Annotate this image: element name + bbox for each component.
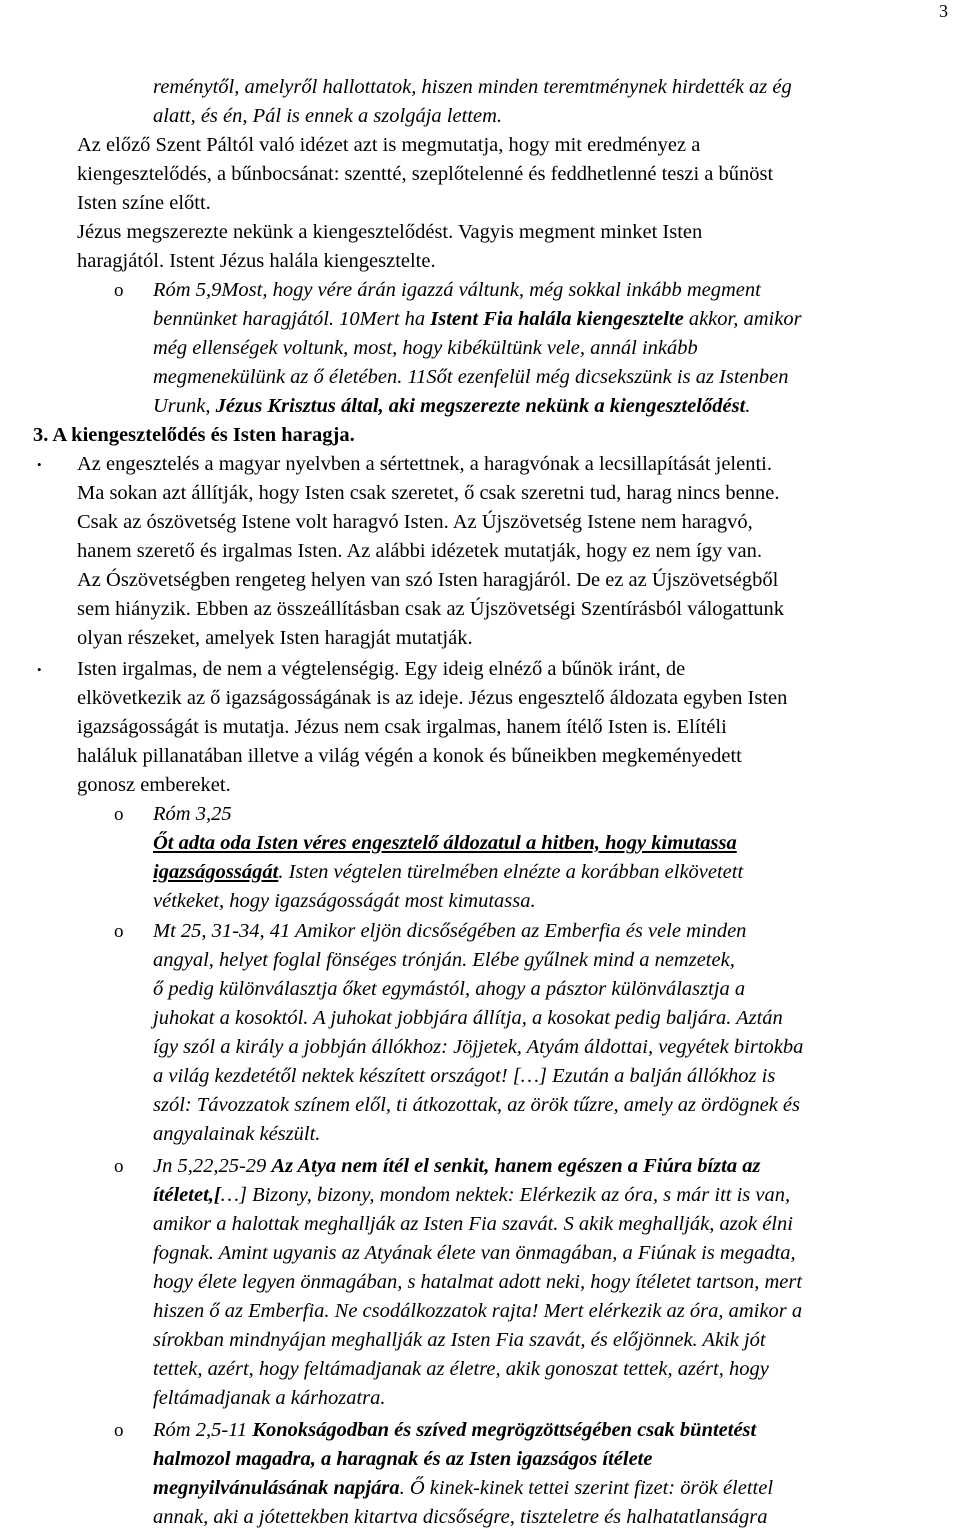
text-segment: hiszen ő az Emberfia. Ne csodálkozzatok rajta! Mert elérkezik az óra, amikor a bbox=[153, 1300, 803, 1322]
text-segment: Róm 2,5-11 bbox=[153, 1419, 253, 1441]
text-segment: sírokban mindnyájan meghallják az Isten Fia szavát, és előjönnek. Akik jót bbox=[153, 1329, 766, 1351]
text-line bbox=[0, 829, 960, 858]
text-line bbox=[0, 800, 960, 829]
text-line bbox=[0, 537, 960, 566]
text-segment: haragjától. Istent Jézus halála kiengesztelte. bbox=[77, 250, 436, 272]
sub-bullet-marker: o bbox=[114, 804, 124, 825]
text-segment: Őt adta oda Isten véres engesztelő áldozatul a hitben, hogy kimutassa bbox=[153, 832, 737, 854]
bullet-marker: • bbox=[37, 662, 42, 677]
text-line bbox=[0, 73, 960, 102]
text-segment: tettek, azért, hogy feltámadjanak az életre, akik gonoszat tettek, azért, hogy bbox=[153, 1358, 769, 1380]
text-segment: megmenekülünk az ő életében. 11Sőt ezenfelül még dicsekszünk is az Istenben bbox=[153, 366, 789, 388]
text-line bbox=[0, 946, 960, 975]
text-line bbox=[0, 1181, 960, 1210]
text-line bbox=[0, 1445, 960, 1474]
sub-bullet-marker: o bbox=[114, 1156, 124, 1177]
text-line bbox=[0, 189, 960, 218]
text-segment: akkor, amikor bbox=[683, 308, 802, 330]
text-segment: Az Ószövetségben rengeteg helyen van szó Isten haragjáról. De ez az Újszövetségből bbox=[77, 569, 779, 591]
text-segment: Jn 5,22,25-29 bbox=[153, 1155, 272, 1177]
text-line bbox=[0, 655, 960, 684]
text-segment: Róm 3,25 bbox=[153, 803, 232, 825]
text-line bbox=[0, 1033, 960, 1062]
text-segment: a világ kezdetétől nektek készített országot! […] Ezután a balján állókhoz is bbox=[153, 1065, 776, 1087]
text-line bbox=[0, 742, 960, 771]
text-segment: Isten színe előtt. bbox=[77, 192, 211, 214]
text-segment: Istent Fia halála kiengesztelte bbox=[430, 308, 684, 330]
text-segment: angyal, helyet foglal fönséges trónján. Elébe gyűlnek mind a nemzetek, bbox=[153, 949, 735, 971]
text-line bbox=[0, 1062, 960, 1091]
text-segment: amikor a halottak meghallják az Isten Fia szavát. S akik meghallják, azok élni bbox=[153, 1213, 793, 1235]
text-segment: feltámadjanak a kárhozatra. bbox=[153, 1387, 386, 1409]
text-segment: igazságosságát is mutatja. Jézus nem csak irgalmas, hanem ítélő Isten is. Elítéli bbox=[77, 716, 727, 738]
page-number: 3 bbox=[939, 1, 948, 21]
text-segment: ítéletet,[ bbox=[153, 1184, 221, 1206]
text-segment: vétkeket, hogy igazságosságát most kimutassa. bbox=[153, 890, 536, 912]
text-segment: Isten irgalmas, de nem a végtelenségig. Egy ideig elnéző a bűnök iránt, de bbox=[77, 658, 686, 680]
text-line bbox=[0, 1210, 960, 1239]
text-segment: Jézus Krisztus által, aki megszerezte nekünk a kiengesztelődést bbox=[215, 395, 746, 417]
text-segment: megnyilvánulásának napjára bbox=[153, 1477, 400, 1499]
text-line bbox=[0, 131, 960, 160]
text-segment: Konokságodban és szíved megrögzöttségében csak büntetést bbox=[252, 1419, 757, 1441]
text-line bbox=[0, 566, 960, 595]
text-segment: haláluk pillanatában illetve a világ végén a konok és bűneikben megkeményedett bbox=[77, 745, 742, 767]
text-segment: hanem szerető és irgalmas Isten. Az alábbi idézetek mutatják, hogy ez nem így van. bbox=[77, 540, 762, 562]
text-line bbox=[0, 160, 960, 189]
text-line bbox=[0, 1239, 960, 1268]
text-line bbox=[0, 1004, 960, 1033]
sub-bullet-marker: o bbox=[114, 280, 124, 301]
text-segment: Az előző Szent Páltól való idézet azt is megmutatja, hogy mit eredményez a bbox=[77, 134, 701, 156]
text-segment: . Ő kinek-kinek tettei szerint fizet: örök élettel bbox=[399, 1477, 774, 1499]
sub-bullet-marker: o bbox=[114, 921, 124, 942]
bullet-marker: • bbox=[37, 457, 42, 472]
text-line bbox=[0, 975, 960, 1004]
text-line bbox=[0, 247, 960, 276]
text-segment: . Isten végtelen türelmében elnézte a korábban elkövetett bbox=[278, 861, 744, 883]
text-line bbox=[0, 1120, 960, 1149]
text-line bbox=[0, 1326, 960, 1355]
text-line bbox=[0, 624, 960, 653]
text-line bbox=[0, 363, 960, 392]
text-line bbox=[0, 508, 960, 537]
text-segment: Csak az ószövetség Istene volt haragvó Isten. Az Újszövetség Istene nem haragvó, bbox=[77, 511, 753, 533]
text-segment: fognak. Amint ugyanis az Atyának élete van önmagában, a Fiúnak is megadta, bbox=[153, 1242, 796, 1264]
text-segment: igazságosságát bbox=[153, 861, 279, 883]
text-segment: Mt 25, 31-34, 41 Amikor eljön dicsőségében az Emberfia és vele minden bbox=[153, 920, 747, 942]
text-line bbox=[0, 276, 960, 305]
text-segment: Az engesztelés a magyar nyelvben a sértettnek, a haragvónak a lecsillapítását jelenti. bbox=[77, 453, 772, 475]
text-line bbox=[0, 218, 960, 247]
text-segment: alatt, és én, Pál is ennek a szolgája lettem. bbox=[153, 105, 503, 127]
text-segment: sem hiányzik. Ebben az összeállításban csak az Újszövetségi Szentírásból válogattunk bbox=[77, 598, 785, 620]
text-line bbox=[0, 305, 960, 334]
text-segment: így szól a király a jobbján állókhoz: Jöjjetek, Atyám áldottai, vegyétek birtokba bbox=[153, 1036, 804, 1058]
text-segment: gonosz embereket. bbox=[77, 774, 231, 796]
text-line bbox=[0, 595, 960, 624]
text-segment: Ma sokan azt állítják, hogy Isten csak szeretet, ő csak szeretni tud, harag nincs benne. bbox=[77, 482, 780, 504]
text-line bbox=[0, 450, 960, 479]
text-line bbox=[0, 1152, 960, 1181]
text-line bbox=[0, 1474, 960, 1503]
text-segment: bennünket haragjától. 10Mert ha bbox=[153, 308, 431, 330]
text-segment: hogy élete legyen önmagában, s hatalmat adott neki, hogy ítéletet tartson, mert bbox=[153, 1271, 803, 1293]
text-segment: Az Atya nem ítél el senkit, hanem egészen a Fiúra bízta az bbox=[271, 1155, 761, 1177]
text-line bbox=[0, 102, 960, 131]
text-line bbox=[0, 887, 960, 916]
text-line bbox=[0, 771, 960, 800]
text-segment: Róm 5,9Most, hogy vére árán igazzá váltunk, még sokkal inkább megment bbox=[153, 279, 761, 301]
text-line bbox=[0, 334, 960, 363]
text-line bbox=[0, 392, 960, 421]
text-line bbox=[0, 1416, 960, 1445]
text-segment: elkövetkezik az ő igazságosságának is az ideje. Jézus engesztelő áldozata egyben Isten bbox=[77, 687, 788, 709]
text-segment: Urunk, bbox=[153, 395, 216, 417]
text-line bbox=[0, 421, 960, 450]
text-line bbox=[0, 1503, 960, 1532]
text-segment: juhokat a kosoktól. A juhokat jobbjára állítja, a kosokat pedig baljára. Aztán bbox=[153, 1007, 783, 1029]
text-line bbox=[0, 1297, 960, 1326]
text-segment: olyan részeket, amelyek Isten haragját mutatják. bbox=[77, 627, 473, 649]
text-segment: annak, aki a jótettekben kitartva dicsőségre, tiszteletre és halhatatlanságra bbox=[153, 1506, 768, 1528]
text-line bbox=[0, 1384, 960, 1413]
text-line bbox=[0, 479, 960, 508]
sub-bullet-marker: o bbox=[114, 1420, 124, 1441]
text-segment: kiengesztelődés, a bűnbocsánat: szentté, szeplőtelenné és feddhetlenné teszi a bűnöst bbox=[77, 163, 774, 185]
text-line bbox=[0, 1091, 960, 1120]
text-line bbox=[0, 917, 960, 946]
text-line bbox=[0, 684, 960, 713]
text-segment: …] Bizony, bizony, mondom nektek: Elérkezik az óra, s már itt is van, bbox=[220, 1184, 791, 1206]
text-segment: 3. A kiengesztelődés és Isten haragja. bbox=[33, 424, 355, 446]
text-segment: ő pedig különválasztja őket egymástól, ahogy a pásztor különválasztja a bbox=[153, 978, 746, 1000]
text-line bbox=[0, 713, 960, 742]
text-segment: még ellenségek voltunk, most, hogy kibékültünk vele, annál inkább bbox=[153, 337, 698, 359]
text-segment: halmozol magadra, a haragnak és az Isten igazságos ítélete bbox=[153, 1448, 653, 1470]
text-segment: Jézus megszerezte nekünk a kiengesztelődést. Vagyis megment minket Isten bbox=[77, 221, 703, 243]
text-segment: angyalainak készült. bbox=[153, 1123, 321, 1145]
text-segment: . bbox=[745, 395, 751, 417]
text-segment: reménytől, amelyről hallottatok, hiszen minden teremtménynek hirdették az ég bbox=[153, 76, 792, 98]
text-line bbox=[0, 1268, 960, 1297]
text-line bbox=[0, 1355, 960, 1384]
text-segment: szól: Távozzatok színem elől, ti átkozottak, az örök tűzre, amely az ördögnek és bbox=[153, 1094, 801, 1116]
text-line bbox=[0, 858, 960, 887]
